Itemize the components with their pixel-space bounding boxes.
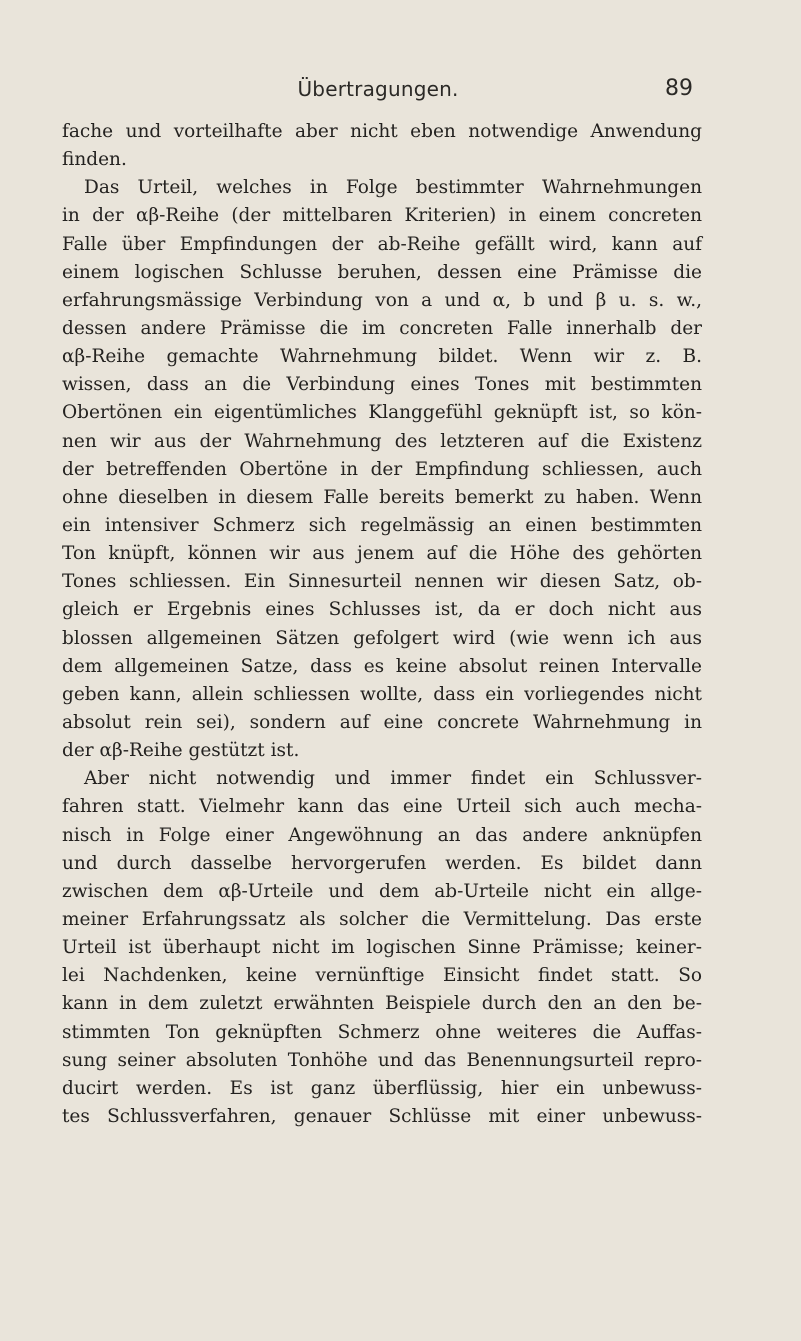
text-line: einem logischen Schlusse beruhen, dessen eine Prämisse die bbox=[62, 261, 702, 283]
text-line: finden. bbox=[62, 149, 127, 171]
text-line: nen wir aus der Wahrnehmung des letzteren auf die Existenz bbox=[62, 430, 702, 452]
text-line: dem allgemeinen Satze, dass es keine absolut reinen Intervalle bbox=[62, 655, 702, 677]
running-title: Übertragungen. bbox=[297, 77, 459, 101]
text-line: in der αβ-Reihe (der mittelbaren Kriterien) in einem concreten bbox=[62, 205, 702, 227]
page-number: 89 bbox=[665, 76, 693, 101]
text-line: geben kann, allein schliessen wollte, dass ein vorliegendes nicht bbox=[62, 683, 702, 705]
text-line: ohne dieselben in diesem Falle bereits bemerkt zu haben. Wenn bbox=[62, 486, 702, 508]
text-line: nisch in Folge einer Angewöhnung an das andere anknüpfen bbox=[62, 824, 702, 846]
text-line: absolut rein sei), sondern auf eine concrete Wahrnehmung in bbox=[62, 711, 702, 733]
body-text bbox=[62, 118, 702, 1131]
text-line: wissen, dass an die Verbindung eines Tones mit bestimmten bbox=[62, 374, 702, 396]
text-line: Aber nicht notwendig und immer findet ein Schlussver- bbox=[84, 768, 702, 790]
text-line: kann in dem zuletzt erwähnten Beispiele durch den an den be- bbox=[62, 993, 702, 1015]
text-line: Obertönen ein eigentümliches Klanggefühl geknüpft ist, so kön- bbox=[62, 402, 702, 424]
text-line: sung seiner absoluten Tonhöhe und das Benennungsurteil repro- bbox=[62, 1049, 702, 1071]
text-line: dessen andere Prämisse die im concreten Falle innerhalb der bbox=[62, 317, 702, 339]
text-line: Urteil ist überhaupt nicht im logischen Sinne Prämisse; keiner- bbox=[62, 937, 702, 959]
text-line: Das Urteil, welches in Folge bestimmter Wahrnehmungen bbox=[84, 177, 702, 199]
text-line: fahren statt. Vielmehr kann das eine Urteil sich auch mecha- bbox=[62, 796, 702, 818]
text-line: αβ-Reihe gemachte Wahrnehmung bildet. Wenn wir z. B. bbox=[62, 346, 702, 368]
text-line: stimmten Ton geknüpften Schmerz ohne weiteres die Auffas- bbox=[62, 1021, 702, 1043]
text-line: Ton knüpft, können wir aus jenem auf die Höhe des gehörten bbox=[62, 543, 702, 565]
text-line: der αβ-Reihe gestützt ist. bbox=[62, 740, 300, 762]
text-line: Tones schliessen. Ein Sinnesurteil nennen wir diesen Satz, ob- bbox=[62, 571, 702, 593]
text-line: tes Schlussverfahren, genauer Schlüsse mit einer unbewuss- bbox=[62, 1105, 702, 1127]
text-line: ein intensiver Schmerz sich regelmässig an einen bestimmten bbox=[62, 514, 702, 536]
text-line: blossen allgemeinen Sätzen gefolgert wird (wie wenn ich aus bbox=[62, 627, 702, 649]
text-line: der betreffenden Obertöne in der Empfindung schliessen, auch bbox=[62, 458, 702, 480]
text-line: Falle über Empfindungen der ab-Reihe gefällt wird, kann auf bbox=[62, 233, 702, 255]
text-line: fache und vorteilhafte aber nicht eben notwendige Anwendung bbox=[62, 121, 702, 142]
text-line: zwischen dem αβ-Urteile und dem ab-Urteile nicht ein allge- bbox=[62, 880, 702, 902]
text-line: ducirt werden. Es ist ganz überflüssig, hier ein unbewuss- bbox=[62, 1077, 702, 1099]
text-line: gleich er Ergebnis eines Schlusses ist, da er doch nicht aus bbox=[62, 599, 702, 621]
text-line: und durch dasselbe hervorgerufen werden. Es bildet dann bbox=[62, 852, 702, 874]
text-line: lei Nachdenken, keine vernünftige Einsicht findet statt. So bbox=[62, 965, 702, 987]
text-line: erfahrungsmässige Verbindung von a und α, b und β u. s. w., bbox=[62, 289, 702, 311]
text-line: meiner Erfahrungssatz als solcher die Vermittelung. Das erste bbox=[62, 908, 702, 930]
